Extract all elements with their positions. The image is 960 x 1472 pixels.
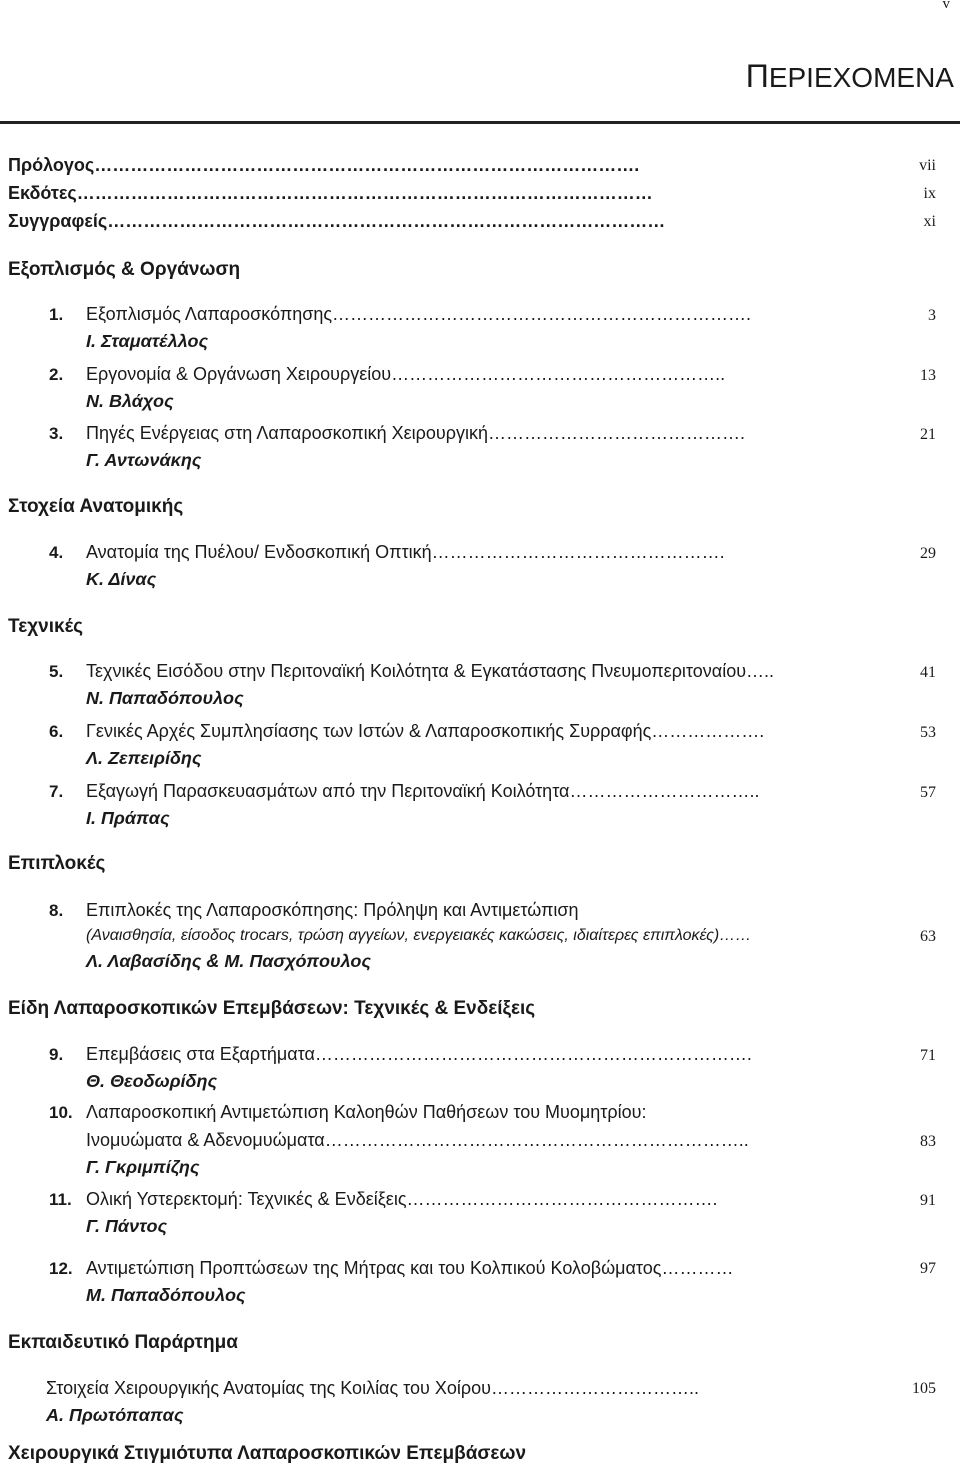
toc-entry-page: 57 xyxy=(920,784,936,801)
toc-entry-page: 3 xyxy=(928,307,936,324)
toc-entry-author: Α. Πρωτόπαπας xyxy=(46,1405,184,1425)
section-heading-complications: Επιπλοκές xyxy=(8,853,106,874)
title-rule xyxy=(0,121,960,124)
toc-entry-title[interactable]: Επιπλοκές της Λαπαροσκόπησης: Πρόληψη και Αντιμετώπιση xyxy=(86,900,579,920)
toc-entry-author: Γ. Αντωνάκης xyxy=(86,450,202,470)
toc-entry-title[interactable]: Ολική Υστερεκτομή: Τεχνικές & Ενδείξεις……………………………………………. xyxy=(86,1189,718,1209)
toc-entry-subtitle: (Αναισθησία, είσοδος trocars, τρώση αγγείων, ενεργειακές κακώσεις, ιδιαίτερες επιπλοκές)…… xyxy=(86,927,752,944)
toc-entry-page: 91 xyxy=(920,1192,936,1209)
section-heading-procedures: Είδη Λαπαροσκοπικών Επεμβάσεων: Τεχνικές & Ενδείξεις xyxy=(8,998,536,1019)
toc-entry-page: 21 xyxy=(920,426,936,443)
toc-entry-page: 13 xyxy=(920,367,936,384)
toc-entry-author: Κ. Δίνας xyxy=(86,569,157,589)
toc-front-prologue[interactable]: Πρόλογος………………………………………………………………………………. xyxy=(8,155,640,175)
entry-number: 12. xyxy=(49,1259,73,1278)
toc-entry-author: Ι. Πράπας xyxy=(86,808,170,828)
entry-number: 8. xyxy=(49,901,64,920)
page-corner-mark: v xyxy=(942,0,950,12)
toc-entry-author: Θ. Θεοδωρίδης xyxy=(86,1071,218,1091)
toc-entry-title[interactable]: Τεχνικές Εισόδου στην Περιτοναϊκή Κοιλότητα & Εγκατάστασης Πνευμοπεριτοναίου….. xyxy=(86,661,775,681)
toc-entry-title[interactable]: Γενικές Αρχές Συμπλησίασης των Ιστών & Λαπαροσκοπικής Συρραφής………………. xyxy=(86,721,765,741)
entry-number: 7. xyxy=(49,782,64,801)
page-title: ΠΕΡΙΕΧΟΜΕΝΑ xyxy=(745,58,954,94)
entry-number: 9. xyxy=(49,1045,64,1064)
toc-entry-author: Ν. Βλάχος xyxy=(86,391,174,411)
toc-entry-page: 71 xyxy=(920,1047,936,1064)
toc-front-authors[interactable]: Συγγραφείς………………………………………………………………………………… xyxy=(8,211,666,231)
toc-entry-author: Γ. Πάντος xyxy=(86,1216,168,1236)
toc-entry-author: Γ. Γκριμπίζης xyxy=(86,1157,200,1177)
toc-entry-author: Μ. Παπαδόπουλος xyxy=(86,1285,246,1305)
toc-front-prologue-page: vii xyxy=(919,157,936,174)
entry-number: 3. xyxy=(49,424,64,443)
section-heading-techniques: Τεχνικές xyxy=(8,616,84,637)
toc-front-editors[interactable]: Εκδότες…………………………………………………………………………………… xyxy=(8,183,653,203)
toc-entry-page: 83 xyxy=(920,1133,936,1150)
toc-entry-page: 53 xyxy=(920,724,936,741)
toc-entry-author: Ι. Σταματέλλος xyxy=(86,331,209,351)
section-heading-appendix: Εκπαιδευτικό Παράρτημα xyxy=(8,1332,238,1353)
toc-entry-title[interactable]: Επεμβάσεις στα Εξαρτήματα………………………………………………………………. xyxy=(86,1044,752,1064)
toc-entry-author: Λ. Λαβασίδης & Μ. Πασχόπουλος xyxy=(86,951,371,971)
entry-number: 10. xyxy=(49,1103,73,1122)
toc-entry-page: 41 xyxy=(920,664,936,681)
entry-number: 4. xyxy=(49,543,64,562)
entry-number: 2. xyxy=(49,365,64,384)
toc-entry-page: 63 xyxy=(920,928,936,945)
toc-front-authors-page: xi xyxy=(923,213,936,230)
entry-number: 1. xyxy=(49,305,64,324)
toc-entry-title[interactable]: Εξαγωγή Παρασκευασμάτων από την Περιτοναϊκή Κοιλότητα………………………….. xyxy=(86,781,760,801)
toc-entry-title[interactable]: Αντιμετώπιση Προπτώσεων της Μήτρας και του Κολπικού Κολοβώματος………… xyxy=(86,1258,734,1278)
toc-entry-author: Λ. Ζεπειρίδης xyxy=(86,748,202,768)
entry-number: 6. xyxy=(49,722,64,741)
entry-number: 11. xyxy=(49,1190,72,1209)
toc-entry-title[interactable]: Ανατομία της Πυέλου/ Ενδοσκοπική Οπτική…………………………………………. xyxy=(86,542,725,562)
toc-entry-page: 97 xyxy=(920,1260,936,1277)
toc-entry-title[interactable]: Πηγές Ενέργειας στη Λαπαροσκοπική Χειρουργική……………………………………. xyxy=(86,423,746,443)
toc-entry-title[interactable]: Στοιχεία Χειρουργικής Ανατομίας της Κοιλίας του Χοίρου…………………………….. xyxy=(46,1378,699,1398)
toc-front-editors-page: ix xyxy=(923,185,936,202)
toc-entry-page: 105 xyxy=(912,1380,936,1397)
section-heading-anatomy: Στοχεία Ανατομικής xyxy=(8,496,184,517)
toc-entry-title[interactable]: Εργονομία & Οργάνωση Χειρουργείου……………………………………………….. xyxy=(86,364,726,384)
toc-entry-page: 29 xyxy=(920,545,936,562)
entry-number: 5. xyxy=(49,662,64,681)
section-heading-snapshots: Χειρουργικά Στιγμιότυπα Λαπαροσκοπικών Επεμβάσεων xyxy=(8,1443,527,1464)
toc-entry-title[interactable]: Εξοπλισμός Λαπαροσκόπησης……………………………………………………………. xyxy=(86,304,752,324)
section-heading-equipment: Εξοπλισμός & Οργάνωση xyxy=(8,259,241,280)
toc-entry-author: Ν. Παπαδόπουλος xyxy=(86,688,244,708)
toc-entry-title-line2[interactable]: Ινομυώματα & Αδενομυώματα…………………………………………………………….. xyxy=(86,1130,749,1150)
toc-entry-title[interactable]: Λαπαροσκοπική Αντιμετώπιση Καλοηθών Παθήσεων του Μυομητρίου: xyxy=(86,1102,647,1122)
